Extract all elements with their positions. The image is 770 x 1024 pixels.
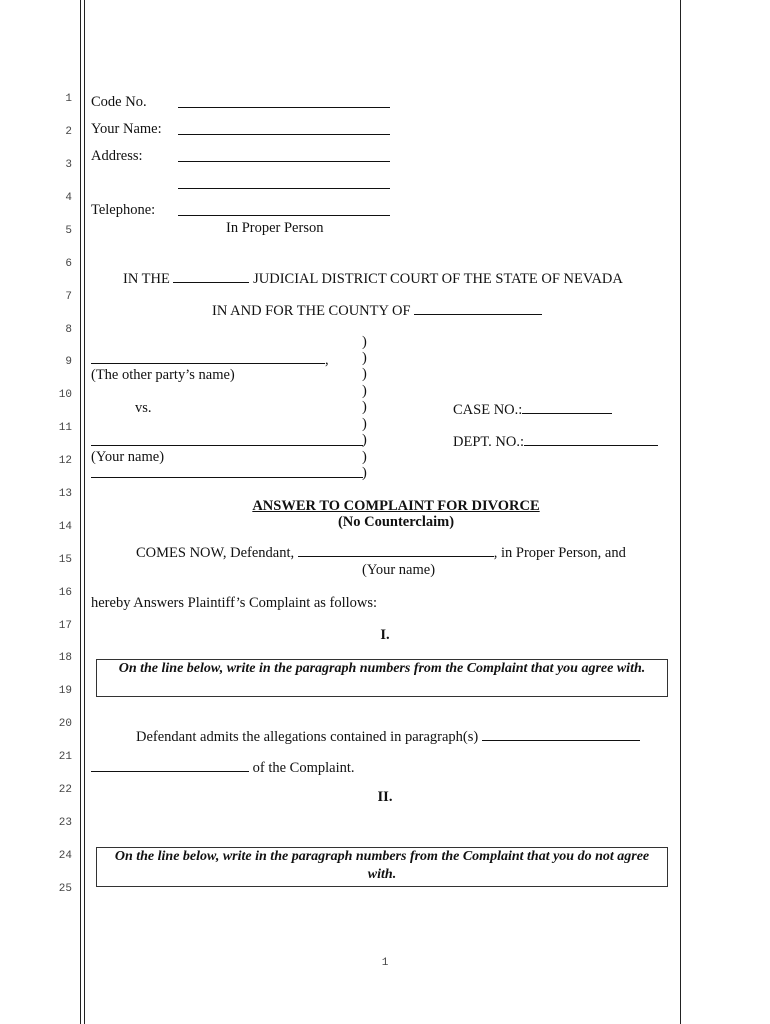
line-number: 4 (65, 192, 72, 204)
line-number: 6 (65, 258, 72, 270)
address-field-2[interactable] (178, 175, 390, 194)
admits-line (136, 727, 640, 746)
line-number: 20 (58, 718, 72, 730)
vs-label: vs. (135, 400, 152, 416)
paren: ) (362, 465, 367, 481)
page-number: 1 (381, 957, 389, 969)
line-number: 16 (58, 587, 72, 599)
other-party-field[interactable] (91, 350, 325, 364)
line-number: 2 (65, 126, 72, 138)
your-name-hint: (Your name) (362, 562, 436, 578)
county-field[interactable] (414, 301, 542, 315)
line-number: 14 (58, 521, 72, 533)
line-number: 21 (58, 751, 72, 763)
line-number: 13 (58, 488, 72, 500)
your-name-field[interactable] (91, 432, 363, 446)
dept-no-field[interactable] (524, 432, 658, 446)
left-margin-rule-outer (80, 0, 81, 1024)
paren: ) (362, 449, 367, 465)
line-number: 23 (58, 817, 72, 829)
admitted-paragraphs-field-2[interactable] (91, 758, 249, 772)
instruction-box-disagree: On the line below, write in the paragraph numbers from the Complaint that you do not agree with. (96, 847, 668, 887)
instruction-box-agree: On the line below, write in the paragraph numbers from the Complaint that you agree with. (96, 659, 668, 697)
your-name-line-2 (91, 464, 363, 483)
paren: ) (362, 432, 367, 448)
document-title: ANSWER TO COMPLAINT FOR DIVORCE (252, 498, 540, 514)
line-number: 9 (65, 356, 72, 368)
line-number: 22 (58, 784, 72, 796)
name-field[interactable] (178, 121, 390, 140)
telephone-field[interactable] (178, 202, 390, 221)
dept-no-line (453, 432, 658, 451)
line-number: 17 (58, 620, 72, 632)
line-number: 15 (58, 554, 72, 566)
line-number: 11 (58, 422, 72, 434)
line-number: 3 (65, 159, 72, 171)
section-heading-1: I. (380, 627, 390, 643)
your-name-label: (Your name) (91, 449, 165, 465)
case-no-line (453, 400, 612, 419)
admitted-paragraphs-field[interactable] (482, 727, 640, 741)
code-label: Code No. (91, 94, 147, 110)
other-party-line: , (91, 350, 329, 369)
paren: ) (362, 350, 367, 366)
admits-text: Defendant admits the allegations contained in paragraph(s) (136, 729, 479, 745)
telephone-label: Telephone: (91, 202, 156, 218)
proper-person-label: In Proper Person (226, 220, 324, 236)
district-number-field[interactable] (173, 269, 249, 283)
comes-now-suffix: , in Proper Person, and (493, 545, 626, 561)
hereby-line: hereby Answers Plaintiff’s Complaint as follows: (91, 595, 378, 611)
comes-now-line (136, 543, 626, 562)
of-complaint-text: of the Complaint. (252, 760, 355, 776)
line-number: 25 (58, 883, 72, 895)
line-number: 8 (65, 324, 72, 336)
dept-no-label: DEPT. NO.: (453, 434, 525, 450)
case-no-label: CASE NO.: (453, 402, 523, 418)
line-number: 18 (58, 652, 72, 664)
line-number: 24 (58, 850, 72, 862)
address-label: Address: (91, 148, 143, 164)
name-label: Your Name: (91, 121, 162, 137)
section-heading-2: II. (377, 789, 393, 805)
left-margin-rule-inner (84, 0, 85, 1024)
paren: ) (362, 399, 367, 415)
line-number: 1 (65, 93, 72, 105)
court-line-2 (212, 301, 542, 320)
document-subtitle: (No Counterclaim) (337, 514, 455, 530)
address-field-1[interactable] (178, 148, 390, 167)
county-prefix: IN AND FOR THE COUNTY OF (212, 303, 411, 319)
comes-now-prefix: COMES NOW, Defendant, (136, 545, 295, 561)
case-no-field[interactable] (522, 400, 612, 414)
of-complaint-line (91, 758, 355, 777)
line-number: 12 (58, 455, 72, 467)
line-number: 19 (58, 685, 72, 697)
line-number: 10 (58, 389, 72, 401)
court-line-1 (123, 269, 623, 288)
line-number: 5 (65, 225, 72, 237)
other-party-label: (The other party’s name) (91, 367, 235, 383)
court-title: JUDICIAL DISTRICT COURT OF THE STATE OF NEVADA (253, 271, 623, 287)
paren: ) (362, 383, 367, 399)
paren: ) (362, 334, 367, 350)
court-prefix: IN THE (123, 271, 170, 287)
defendant-name-field[interactable] (298, 543, 494, 557)
paren: ) (362, 416, 367, 432)
code-field[interactable] (178, 94, 390, 113)
paren: ) (362, 366, 367, 382)
line-number: 7 (65, 291, 72, 303)
